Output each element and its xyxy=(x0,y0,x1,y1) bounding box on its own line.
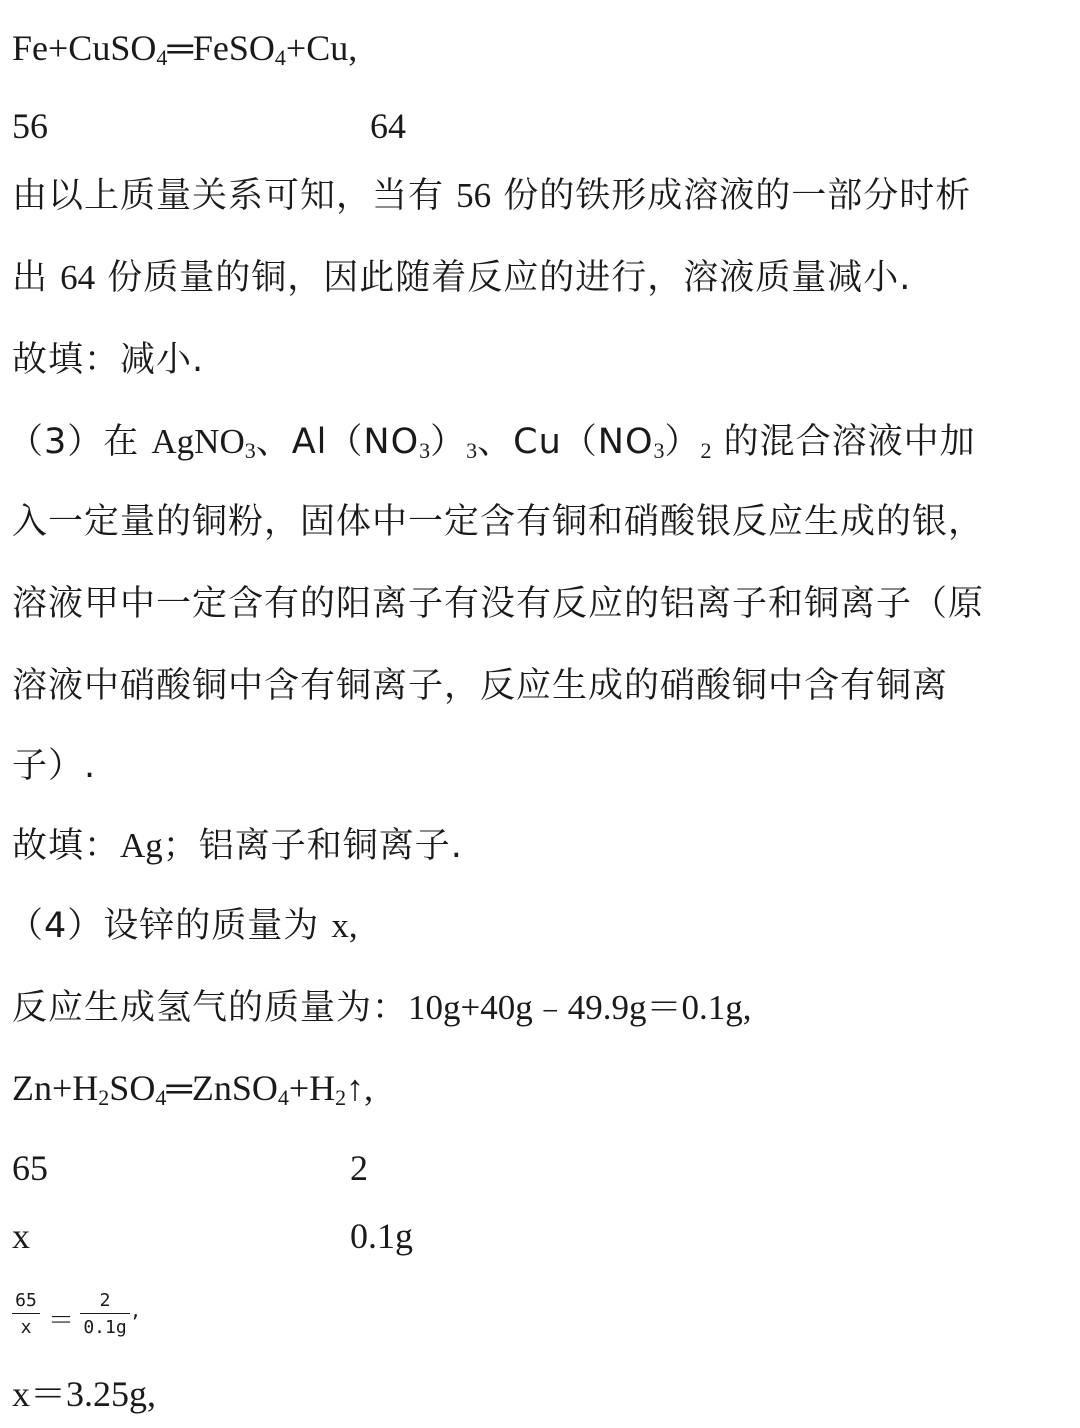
bracket: ） xyxy=(664,422,701,462)
mass-copper: 64 xyxy=(370,106,406,146)
equation-iron-copper-sulfate xyxy=(12,26,1072,70)
unknown-zinc: x xyxy=(12,1216,30,1256)
answer-fill-1: 故填：减小. xyxy=(12,340,205,380)
mass-ratio-line-1 xyxy=(12,104,1072,148)
number: 56 xyxy=(456,176,492,215)
subscript: 4 xyxy=(277,1085,289,1110)
subscript: 3 xyxy=(419,438,431,463)
equals-sign: ═ xyxy=(166,1068,192,1108)
subscript: 2 xyxy=(335,1085,347,1110)
variable: x, xyxy=(331,906,358,945)
part-4-line-1 xyxy=(8,904,1072,948)
mass-ratio-line-2 xyxy=(12,1146,1072,1190)
text: 份的铁形成溶液的一部分时析 xyxy=(491,176,972,216)
part-3-line-5: 子）. xyxy=(12,746,97,786)
eq1-reactants: Fe+CuSO xyxy=(12,28,157,68)
unknown-values-line xyxy=(12,1214,1072,1258)
eq1-copper: +Cu, xyxy=(285,28,358,68)
comma: , xyxy=(132,1298,139,1323)
formula: 、Cu（NO xyxy=(477,422,654,462)
number: 64 xyxy=(60,258,96,297)
mass-iron: 56 xyxy=(12,106,48,146)
answer-fill-2 xyxy=(12,824,1072,868)
equation-zinc-sulfuric-acid xyxy=(12,1066,1072,1110)
mass-zinc: 65 xyxy=(12,1148,48,1188)
formula: AgNO xyxy=(151,422,245,461)
numerator: 2 xyxy=(80,1290,130,1314)
text: 故填： xyxy=(12,826,121,866)
text: 反应生成氢气的质量为： xyxy=(12,988,409,1028)
eq1-subscript: 4 xyxy=(156,45,168,70)
formula: +H xyxy=(288,1068,336,1108)
gas-arrow: ↑, xyxy=(346,1068,374,1108)
subscript: 2 xyxy=(98,1085,110,1110)
text: 的混合溶液中加 xyxy=(711,422,976,462)
hydrogen-mass: 0.1g xyxy=(350,1216,413,1256)
eq1-product: FeSO xyxy=(192,28,275,68)
formula: Ag xyxy=(120,826,163,865)
explanation-line-1 xyxy=(12,174,1072,218)
result-line: x＝3.25g, xyxy=(12,1374,157,1414)
part-3-line-1 xyxy=(8,420,1072,464)
text: 份质量的铜，因此随着反应的进行，溶液质量减小. xyxy=(95,258,912,298)
equals-sign: ＝ xyxy=(48,1306,75,1336)
eq1-product-subscript: 4 xyxy=(274,45,286,70)
part-3-line-4: 溶液中硝酸铜中含有铜离子，反应生成的硝酸铜中含有铜离 xyxy=(12,666,949,706)
text: ；铝离子和铜离子. xyxy=(162,826,463,866)
fraction-left xyxy=(12,1290,40,1338)
denominator: 0.1g xyxy=(83,1317,127,1338)
text: 出 xyxy=(12,258,61,298)
subscript: 2 xyxy=(700,438,712,463)
part-4-line-2 xyxy=(12,986,1072,1030)
denominator: x xyxy=(20,1317,32,1338)
fraction-right xyxy=(80,1290,130,1338)
numerator: 65 xyxy=(12,1290,40,1314)
mass-hydrogen: 2 xyxy=(350,1148,368,1188)
part-3-line-2: 入一定量的铜粉，固体中一定含有铜和硝酸银反应生成的银， xyxy=(12,502,985,542)
text: （4）设锌的质量为 xyxy=(8,906,332,946)
calculation: 10g+40g﹣49.9g＝0.1g, xyxy=(408,988,752,1027)
subscript: 4 xyxy=(155,1085,167,1110)
formula: ZnSO xyxy=(191,1068,278,1108)
text: （3）在 xyxy=(8,422,152,462)
subscript: 3 xyxy=(244,438,256,463)
subscript: 3 xyxy=(653,438,665,463)
formula: 、Al（NO xyxy=(255,422,420,462)
text: 由以上质量关系可知，当有 xyxy=(12,176,457,216)
formula: Zn+H xyxy=(12,1068,99,1108)
bracket: ） xyxy=(430,422,467,462)
explanation-line-2 xyxy=(12,256,1072,300)
eq1-equals: ═ xyxy=(167,28,193,68)
formula: SO xyxy=(109,1068,156,1108)
part-3-line-3: 溶液甲中一定含有的阳离子有没有反应的铝离子和铜离子（原 xyxy=(12,584,985,624)
subscript: 3 xyxy=(466,438,478,463)
